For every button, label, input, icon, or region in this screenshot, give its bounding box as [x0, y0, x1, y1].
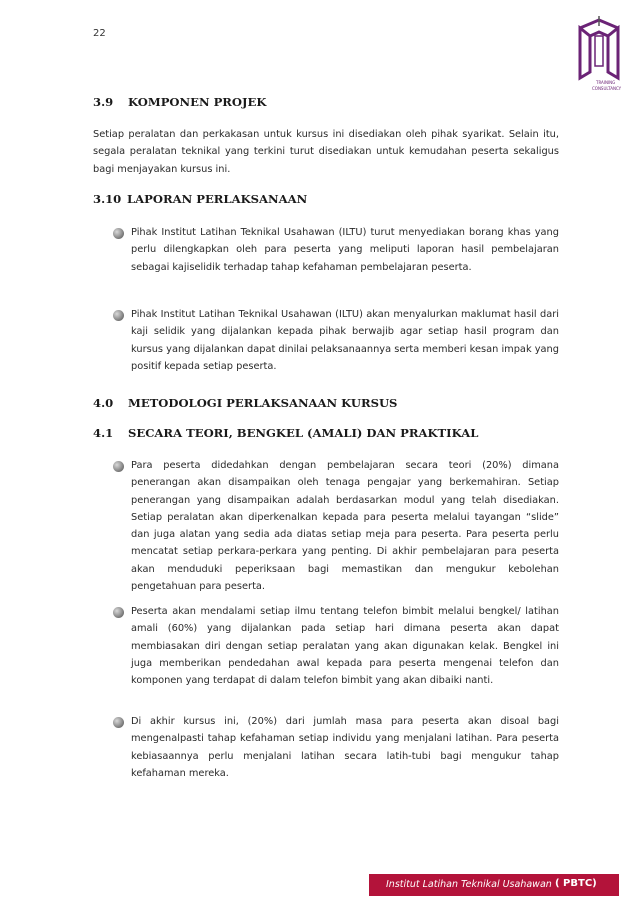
- section-4-1-number: 4.1: [93, 426, 114, 440]
- section-3-9-heading: [93, 95, 266, 109]
- footer-code: ( PBTC): [555, 878, 597, 889]
- page-number: 22: [93, 28, 106, 39]
- bullet-icon: [113, 607, 124, 618]
- section-4-1-bullet-3: Di akhir kursus ini, (20%) dari jumlah masa para peserta akan disoal bagi mengenalpasti tahap kefahaman setiap individu yang menjalani latihan. Para peserta kebiasaannya perlu menjalani latihan secara latih-tubi bagi mengukur tahap kefahaman mereka.: [131, 716, 559, 779]
- section-4-0-heading: [93, 396, 397, 410]
- section-4-1-bullet-2: Peserta akan mendalami setiap ilmu tentang telefon bimbit melalui bengkel/ latihan amali (60%) yang dijalankan pada setiap hari dimana peserta akan dapat membiasakan diri dengan setiap peralatan yang akan digunakan kelak. Bengkel ini juga memberikan pendedahan awal kepada para peserta mengenai telefon dan komponen yang terdapat di dalam telefon bimbit yang akan dibaiki nanti.: [131, 606, 559, 687]
- section-3-9-number: 3.9: [93, 95, 114, 109]
- section-4-0-title: METODOLOGI PERLAKSANAAN KURSUS: [128, 396, 398, 410]
- footer-institute-name: Institut Latihan Teknikal Usahawan: [386, 879, 552, 890]
- logo-text-line2: CONSULTANCY: [592, 86, 622, 91]
- bullet-icon: [113, 228, 124, 239]
- section-4-1-bullet-1: Para peserta didedahkan dengan pembelajaran secara teori (20%) dimana penerangan akan disampaikan oleh tenaga pengajar yang berkemahiran. Setiap penerangan yang disampaikan adalah berdasarkan modul yang telah disediakan. Setiap peralatan akan diperkenalkan kepada para peserta melalui tayangan “slide” dan juga alatan yang sedia ada diatas setiap meja para peserta. Para peserta perlu mencatat setiap perkara-perkara yang penting. Di akhir pembelajaran para peserta akan menduduki peperiksaan bagi memastikan dan mengukur kebolehan pengetahuan para peserta.: [131, 460, 559, 593]
- section-3-10-bullet-2: Pihak Institut Latihan Teknikal Usahawan (ILTU) akan menyalurkan maklumat hasil dari kaji selidik yang dijalankan kepada pihak berwajib agar setiap hasil program dan kursus yang dijalankan dapat dinilai pelaksanaannya serta memberi kesan impak yang positif kepada setiap peserta.: [131, 309, 559, 372]
- section-3-10-title: LAPORAN PERLAKSANAAN: [127, 192, 308, 206]
- section-4-1-title: SECARA TEORI, BENGKEL (AMALI) DAN PRAKTIKAL: [128, 426, 479, 440]
- bullet-icon: [113, 310, 124, 321]
- section-3-10-number: 3.10: [93, 192, 122, 206]
- section-3-9-paragraph: Setiap peralatan dan perkakasan untuk kursus ini disediakan oleh pihak syarikat. Selain itu, segala peralatan teknikal yang terkini turut disediakan untuk kemudahan peserta sekaligus bagi menjayakan kursus ini.: [93, 129, 559, 175]
- logo-text-line1: TRAINING: [596, 80, 616, 85]
- bullet-icon: [113, 461, 124, 472]
- bullet-icon: [113, 717, 124, 728]
- section-3-10-heading: [93, 192, 307, 206]
- section-3-10-bullet-1: Pihak Institut Latihan Teknikal Usahawan (ILTU) turut menyediakan borang khas yang perlu dilengkapkan oleh para peserta yang meliputi laporan hasil pembelajaran sebagai kajiselidik terhadap tahap kefahaman pembelajaran peserta.: [131, 227, 559, 273]
- company-logo: [574, 14, 624, 94]
- section-4-0-number: 4.0: [93, 396, 114, 410]
- section-4-1-heading: [93, 426, 478, 440]
- section-3-9-title: KOMPONEN PROJEK: [128, 95, 267, 109]
